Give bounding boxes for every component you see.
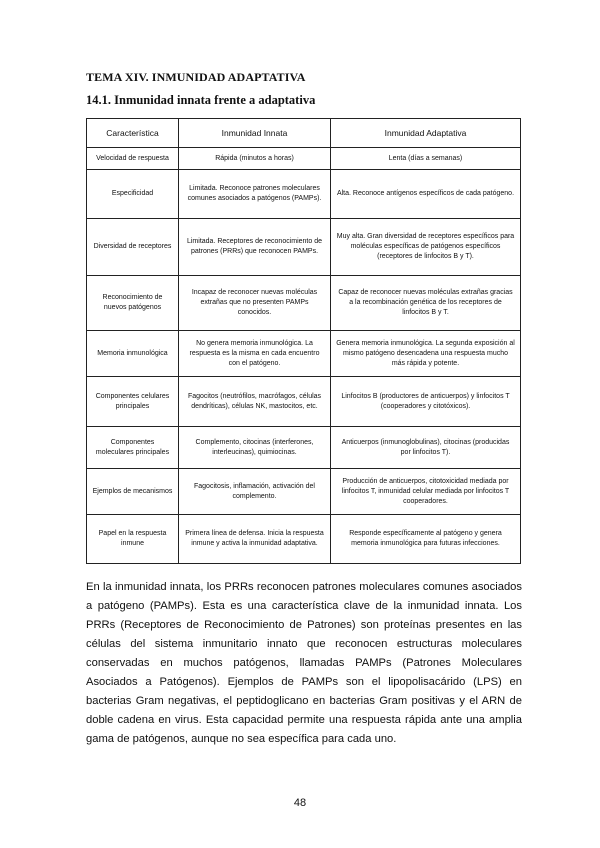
table-row (87, 148, 521, 170)
innate-cell: Fagocitos (neutrófilos, macrófagos, células dendríticas), células NK, mastocitos, etc. (179, 377, 331, 427)
innate-cell: No genera memoria inmunológica. La respuesta es la misma en cada encuentro con el patógeno. (179, 331, 331, 377)
adaptive-cell: Linfocitos B (productores de anticuerpos) y linfocitos T (cooperadores y citotóxicos). (331, 377, 521, 427)
header-innate: Inmunidad Innata (179, 119, 331, 148)
header-feature: Característica (87, 119, 179, 148)
adaptive-cell: Lenta (días a semanas) (331, 148, 521, 170)
table-header-row (87, 119, 521, 148)
feature-cell: Reconocimiento de nuevos patógenos (87, 276, 179, 331)
table-row (87, 170, 521, 219)
adaptive-cell: Producción de anticuerpos, citotoxicidad mediada por linfocitos T, inmunidad celular mediada por linfocitos T cooperadores. (331, 469, 521, 515)
table-row (87, 276, 521, 331)
feature-cell: Memoria inmunológica (87, 331, 179, 377)
chapter-title: TEMA XIV. INMUNIDAD ADAPTATIVA (86, 70, 306, 84)
table-row (87, 331, 521, 377)
table-row (87, 469, 521, 515)
table-row (87, 427, 521, 469)
feature-cell: Componentes celulares principales (87, 377, 179, 427)
adaptive-cell: Muy alta. Gran diversidad de receptores específicos para moléculas específicas de patógenos específicos (receptores de linfocitos B y T). (331, 219, 521, 276)
innate-cell: Rápida (minutos a horas) (179, 148, 331, 170)
feature-cell: Papel en la respuesta inmune (87, 515, 179, 564)
adaptive-cell: Genera memoria inmunológica. La segunda exposición al mismo patógeno desencadena una respuesta mucho más rápida y potente. (331, 331, 521, 377)
innate-cell: Incapaz de reconocer nuevas moléculas extrañas que no presenten PAMPs conocidos. (179, 276, 331, 331)
table-row (87, 219, 521, 276)
innate-cell: Limitada. Reconoce patrones moleculares comunes asociados a patógenos (PAMPs). (179, 170, 331, 219)
feature-cell: Componentes moleculares principales (87, 427, 179, 469)
adaptive-cell: Responde específicamente al patógeno y genera memoria inmunológica para futuras infecciones. (331, 515, 521, 564)
header-adaptive: Inmunidad Adaptativa (331, 119, 521, 148)
adaptive-cell: Anticuerpos (inmunoglobulinas), citocinas (producidas por linfocitos T). (331, 427, 521, 469)
feature-cell: Ejemplos de mecanismos (87, 469, 179, 515)
feature-cell: Especificidad (87, 170, 179, 219)
table-row (87, 515, 521, 564)
feature-cell: Diversidad de receptores (87, 219, 179, 276)
adaptive-cell: Capaz de reconocer nuevas moléculas extrañas gracias a la recombinación genética de los receptores de linfocitos B y T. (331, 276, 521, 331)
innate-cell: Fagocitosis, inflamación, activación del complemento. (179, 469, 331, 515)
section-title: 14.1. Inmunidad innata frente a adaptativa (86, 93, 316, 107)
adaptive-cell: Alta. Reconoce antígenos específicos de cada patógeno. (331, 170, 521, 219)
innate-cell: Complemento, citocinas (interferones, interleucinas), quimiocinas. (179, 427, 331, 469)
body-paragraph: En la inmunidad innata, los PRRs reconocen patrones moleculares comunes asociados a patógeno (PAMPs). Esta es una característica clave de la inmunidad innata. Los PRRs (Receptores de Reconocimiento de Patrones) son proteínas presentes en las células del sistema inmunitario innato que reconocen estructuras moleculares conservadas en muchos patógenos, llamadas PAMPs (Patrones Moleculares Asociados a Patógenos). Ejemplos de PAMPs son el lipopolisacárido (LPS) en bacterias Gram negativas, el peptidoglicano en bacterias Gram positivas y el ARN de doble cadena en virus. Esta capacidad permite una respuesta rápida ante una amplia gama de patógenos, aunque no sea específica para cada uno. (86, 581, 522, 745)
innate-cell: Limitada. Receptores de reconocimiento de patrones (PRRs) que reconocen PAMPs. (179, 219, 331, 276)
feature-cell: Velocidad de respuesta (87, 148, 179, 170)
comparison-table (86, 118, 521, 564)
page-number: 48 (293, 797, 307, 809)
table-row (87, 377, 521, 427)
innate-cell: Primera línea de defensa. Inicia la respuesta inmune y activa la inmunidad adaptativa. (179, 515, 331, 564)
